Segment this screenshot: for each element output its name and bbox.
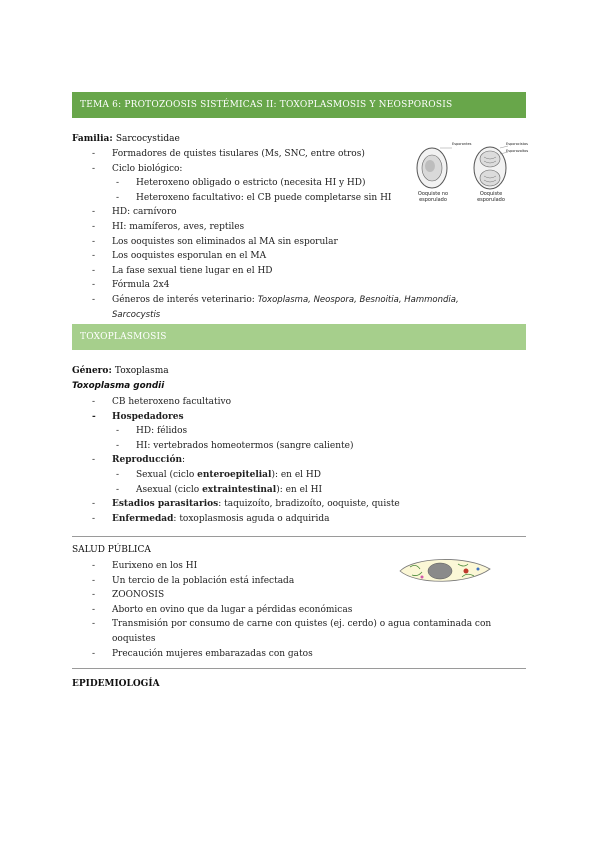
list-item: - Fórmula 2x4: [92, 278, 422, 293]
divider: [72, 536, 526, 537]
list-item: - Heteroxeno obligado o estricto (necesita HI y HD): [72, 176, 422, 191]
list-item: - Reproducción:: [92, 453, 522, 468]
list-item: - Hospedadores: [92, 410, 522, 425]
list-item: - HD: carnívoro: [92, 205, 422, 220]
list-item: - Los ooquistes esporulan en el MA: [92, 249, 422, 264]
list-item: - Ciclo biológico:: [92, 162, 422, 177]
list-item: - Formadores de quistes tisulares (Ms, SNC, entre otros): [92, 147, 422, 162]
salud-publica-heading: SALUD PÚBLICA: [72, 545, 151, 555]
chapter-title: TEMA 6: PROTOZOOSIS SISTÉMICAS II: TOXOPLASMOSIS Y NEOSPOROSIS: [80, 100, 453, 110]
list-item: - La fase sexual tiene lugar en el HD: [92, 264, 422, 279]
genus-heading: Género: Toxoplasma: [72, 366, 169, 376]
family-heading: Familia: Sarcocystidae: [72, 134, 180, 144]
tachyzoite-figure: [396, 555, 494, 587]
species-name: Toxoplasma gondii: [72, 381, 165, 391]
figure-label: Esporocistos: [506, 142, 528, 146]
list-item: - Estadios parasitarios: taquizoíto, bradizoíto, ooquiste, quiste: [92, 497, 522, 512]
toxo-list: [92, 395, 522, 526]
list-item: - Enfermedad: toxoplasmosis aguda o adquirida: [92, 512, 522, 527]
list-item: - ZOONOSIS: [92, 588, 512, 603]
list-item: - HD: félidos: [72, 424, 522, 439]
oocyst-figure: [412, 142, 529, 208]
list-item-continuation: Sarcocystis: [112, 309, 161, 320]
section-title: TOXOPLASMOSIS: [80, 332, 167, 342]
list-item: - Precaución mujeres embarazadas con gatos: [92, 647, 512, 662]
list-item-continuation: ooquistes: [112, 633, 156, 644]
list-item: - Los ooquistes son eliminados al MA sin esporular: [92, 235, 422, 250]
list-item: - HI: vertebrados homeotermos (sangre caliente): [72, 439, 522, 454]
list-item: - CB heteroxeno facultativo: [92, 395, 522, 410]
list-item: - Transmisión por consumo de carne con quistes (ej. cerdo) o agua contaminada con: [92, 617, 512, 632]
epidemiologia-heading: EPIDEMIOLOGÍA: [72, 679, 160, 689]
list-item: - HI: mamíferos, aves, reptiles: [92, 220, 422, 235]
figure-caption-right: Ooquiste esporulado: [477, 191, 505, 203]
divider: [72, 668, 526, 669]
list-item: - Eurixeno en los HI: [92, 559, 512, 574]
list-item: - Heteroxeno facultativo: el CB puede completarse sin HI: [72, 191, 422, 206]
figure-label: Esporontes: [452, 142, 472, 146]
chapter-title-banner: [72, 92, 526, 118]
list-item: - Un tercio de la población está infectada: [92, 574, 512, 589]
figure-caption-left: Ooquiste no esporulado: [417, 191, 449, 203]
list-item: - Aborto en ovino que da lugar a pérdidas económicas: [92, 603, 512, 618]
section-banner-toxoplasmosis: [72, 324, 526, 350]
figure-label: Esporozoítos: [506, 149, 529, 153]
list-item: - Sexual (ciclo enteroepitelial): en el HD: [72, 468, 522, 483]
list-item: - Géneros de interés veterinario: Toxoplasma, Neospora, Besnoitia, Hammondia,: [92, 293, 512, 308]
tachyzoite-diagram: [396, 555, 494, 587]
list-item: - Asexual (ciclo extraintestinal): en el HI: [72, 483, 522, 498]
